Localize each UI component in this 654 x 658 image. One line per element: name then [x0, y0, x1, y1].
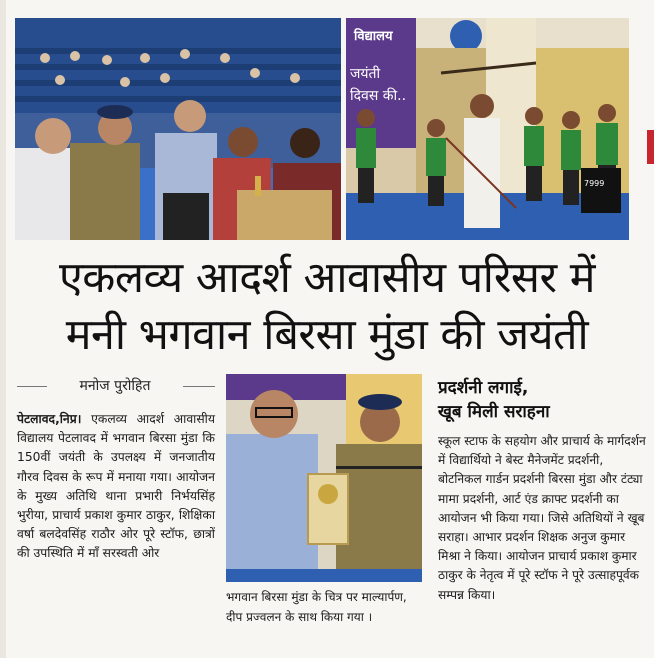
byline-rule-right — [183, 386, 215, 387]
banner-text-3: दिवस की.. — [350, 88, 407, 104]
byline-rule-left — [17, 386, 47, 387]
article-text-3: स्कूल स्टाफ के सहयोग और प्राचार्य के मार्गदर्शन में विद्यार्थियो ने बेस्ट मैनेजमेंट प्रदर्शनी, बोटनिकल गार्डन प्रदर्शनी बिरसा मुंडा और टंट्या मामा प्रदर्शनी, आर्ट एंड क्राफ्ट प्रदर्शनी का आयोजन भी किया गया। जिसे अतिथियों ने खूब सराहा। आभार प्रदर्शन शिक्षक अनुज कुमार मिश्रा ने किया। आयोजन प्राचार्य प्रकाश कुमार ठाकुर के नेतृत्व में पूरे स्टॉफ ने पूरे उत्साहपूर्वक सम्पन्न किया। — [438, 434, 646, 602]
subhead-line-2: खूब मिली सराहना — [438, 402, 550, 422]
photo-caption: भगवान बिरसा मुंडा के चित्र पर माल्यार्पण, दीप प्रज्वलन के साथ किया गया । — [226, 590, 407, 624]
edge-red-marker — [647, 130, 654, 164]
banner-text-1: विद्यालय — [354, 29, 393, 44]
photo-lamp-lighting — [15, 18, 341, 240]
headline — [0, 250, 654, 364]
subhead-line-1: प्रदर्शनी लगाई, — [438, 378, 529, 398]
article-column-3 — [438, 376, 646, 605]
article-column-1 — [17, 410, 215, 564]
photo-felicitation — [226, 374, 422, 582]
article-text-1: एकलव्य आदर्श आवासीय विद्यालय पेटलावद में भगवान बिरसा मुंडा कि 150वीं जयंती के उपलक्ष्य में जनजातीय गौरव दिवस के रूप में मनाया गया। आयोजन के मुख्य अतिथि थाना प्रभारी निर्भयसिंह भुरीया, प्राचार्य प्रकाश कुमार ठाकुर, शिक्षिका वर्षा बलदेवसिंह राठौर ओर पूरे स्टॉफ, छात्रों की उपस्थिति में माँ सरस्वती ओर — [17, 412, 215, 561]
headline-line-1: एकलव्य आदर्श आवासीय परिसर में — [59, 253, 595, 303]
dateline: पेटलावद,निप्र। — [17, 412, 82, 426]
banner-text-2: जयंती — [350, 66, 381, 82]
photo-stage-performance — [346, 18, 629, 240]
headline-line-2: मनी भगवान बिरसा मुंडा की जयंती — [65, 310, 589, 360]
sign-number: 7999 — [584, 179, 605, 188]
byline: मनोज पुरोहित — [79, 378, 151, 394]
